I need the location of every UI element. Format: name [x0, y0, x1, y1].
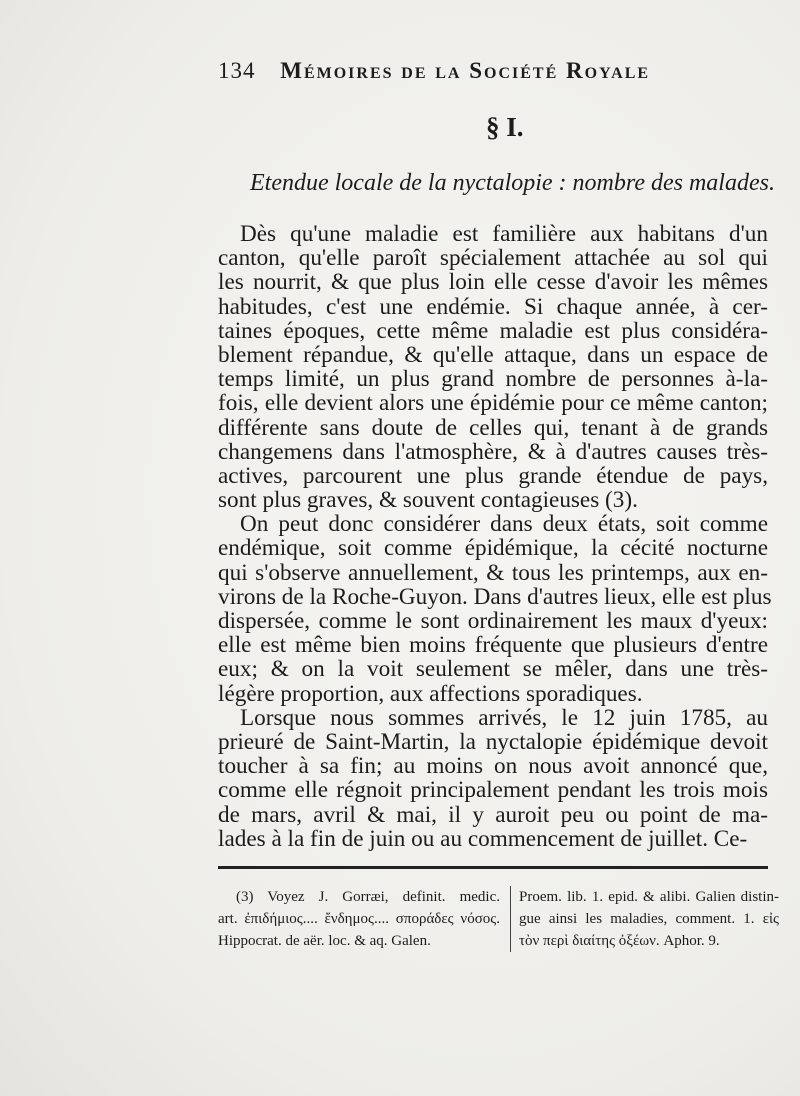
text-line: différente sans doute de celles qui, tenant à de grands — [218, 414, 768, 441]
footnote-right-column — [510, 886, 779, 952]
page-number: 134 — [218, 58, 256, 83]
footnote-line: Proem. lib. 1. epid. & alibi. Galien distin- — [519, 889, 779, 905]
footnote-rule — [218, 866, 768, 869]
footnote-left-column — [218, 886, 500, 952]
text-line: On peut donc considérer dans deux états, soit comme — [240, 511, 768, 538]
footnote-line: gue ainsi les maladies, comment. 1. εἰς — [519, 911, 779, 927]
text-line: endémique, soit comme épidémique, la cécité nocturne — [218, 535, 768, 562]
text-line: blement répandue, & qu'elle attaque, dans un espace de — [218, 341, 768, 368]
footnote-line: (3) Voyez J. Gorræi, definit. medic. — [236, 889, 500, 905]
text-line: prieuré de Saint-Martin, la nyctalopie épidémique devoit — [218, 728, 768, 755]
text-line: changemens dans l'atmosphère, & à d'autres causes très- — [218, 438, 768, 465]
running-title: Mémoires de la Société Royale — [280, 58, 651, 83]
text-line: comme elle régnoit principalement pendant les trois mois — [218, 777, 768, 804]
footnote-line: τὸν περὶ διαίτης ὀξέων. Aphor. 9. — [519, 933, 720, 949]
text-line: sont plus graves, & souvent contagieuses (3). — [218, 487, 638, 514]
text-line: virons de la Roche-Guyon. Dans d'autres lieux, elle est plus — [218, 583, 772, 610]
text-line: lades à la fin de juin ou au commencement de juillet. Ce- — [218, 825, 748, 852]
text-line: actives, parcourent une plus grande étendue de pays, — [218, 462, 768, 489]
text-line: légère proportion, aux affections sporadiques. — [218, 680, 643, 707]
section-mark: § I. — [486, 112, 524, 142]
text-line: eux; & on la voit seulement se mêler, dans une très- — [218, 656, 768, 683]
text-line: elle est même bien moins fréquente que plusieurs d'entre — [218, 632, 768, 659]
footnote-line: art. ἐπιδήμιος.... ἔνδημος.... σποράδες νόσος. — [218, 911, 500, 927]
footnotes — [218, 886, 779, 956]
text-line: fois, elle devient alors une épidémie pour ce même canton; — [218, 390, 768, 417]
text-line: taines époques, cette même maladie est plus considéra- — [218, 317, 768, 344]
text-line: qui s'observe annuellement, & tous les printemps, aux en- — [218, 559, 768, 586]
text-line: habitudes, c'est une endémie. Si chaque année, à cer- — [218, 293, 768, 320]
text-line: les nourrit, & que plus loin elle cesse d'avoir les mêmes — [218, 269, 768, 296]
text-line: canton, qu'elle paroît spécialement attachée au sol qui — [218, 245, 768, 272]
text-line: Lorsque nous sommes arrivés, le 12 juin 1785, au — [240, 704, 768, 731]
text-line: dispersée, comme le sont ordinairement les maux d'yeux: — [218, 608, 768, 634]
text-line: Dès qu'une maladie est familière aux habitans d'un — [240, 221, 768, 247]
text-line: toucher à sa fin; au moins on nous avoit annoncé que, — [218, 753, 768, 780]
running-head — [218, 58, 718, 84]
body-text — [218, 221, 772, 852]
text-line: temps limité, un plus grand nombre de personnes à-la- — [218, 366, 768, 393]
footnote-line: Hippocrat. de aër. loc. & aq. Galen. — [218, 933, 431, 949]
section-subtitle: Etendue locale de la nyctalopie : nombre des malades. — [250, 170, 775, 196]
text-line: de mars, avril & mai, il y auroit peu ou point de ma- — [218, 801, 768, 828]
